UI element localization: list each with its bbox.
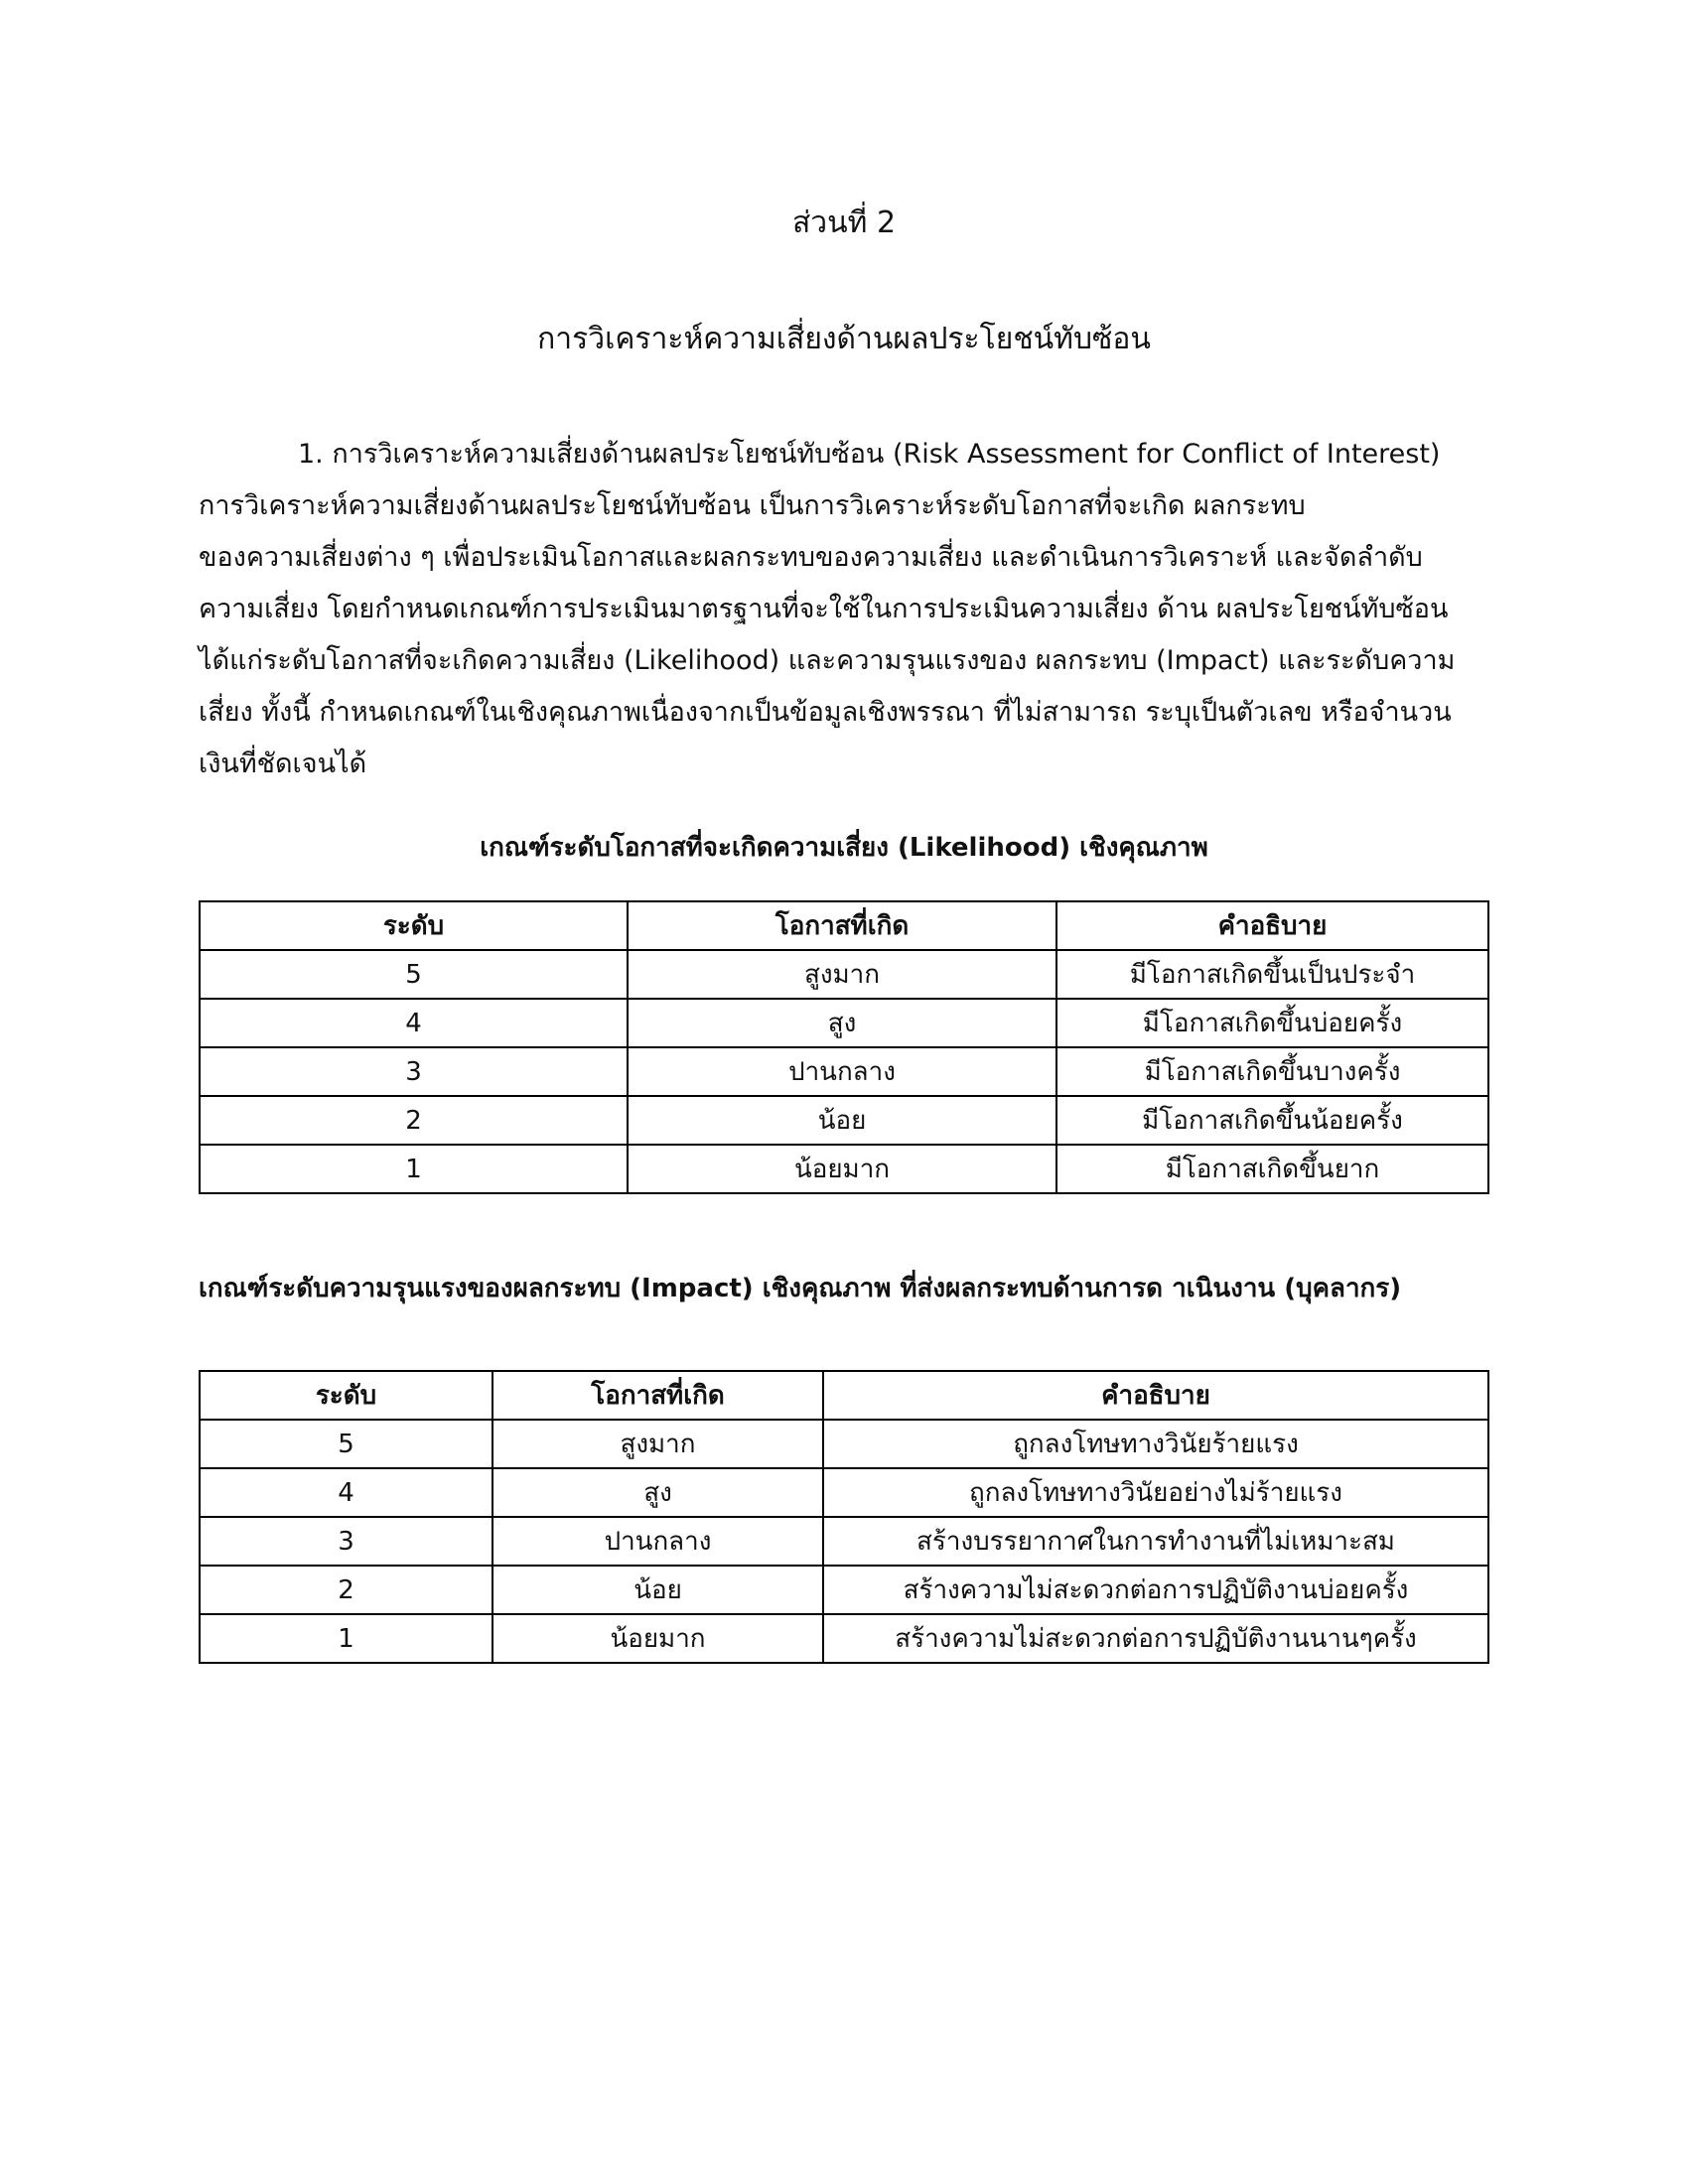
cell-description: มีโอกาสเกิดขึ้นบางครั้ง	[1056, 1047, 1488, 1096]
cell-description: สร้างบรรยากาศในการทำงานที่ไม่เหมาะสม	[823, 1517, 1488, 1566]
paragraph-line: การวิเคราะห์ความเสี่ยงด้านผลประโยชน์ทับซ้อน เป็นการวิเคราะห์ระดับโอกาสที่จะเกิด ผลกระทบ	[199, 490, 1306, 521]
paragraph-line: 1. การวิเคราะห์ความเสี่ยงด้านผลประโยชน์ทับซ้อน (Risk Assessment for Conflict of Interest)	[298, 439, 1441, 470]
cell-description: สร้างความไม่สะดวกต่อการปฏิบัติงานนานๆครั้ง	[823, 1614, 1488, 1663]
cell-level: 5	[200, 1420, 492, 1468]
paragraph-line: เงินที่ชัดเจนได้	[199, 749, 367, 779]
table-row	[200, 950, 1488, 999]
impact-table	[199, 1370, 1489, 1664]
cell-chance: สูงมาก	[492, 1420, 823, 1468]
likelihood-table-caption: เกณฑ์ระดับโอกาสที่จะเกิดความเสี่ยง (Likelihood) เชิงคุณภาพ	[480, 833, 1208, 863]
table-row	[200, 1047, 1488, 1096]
table-header-row	[200, 901, 1488, 950]
table-row	[200, 1566, 1488, 1614]
cell-description: สร้างความไม่สะดวกต่อการปฏิบัติงานบ่อยครั้ง	[823, 1566, 1488, 1614]
table-row	[200, 1468, 1488, 1517]
paragraph-line: ความเสี่ยง โดยกำหนดเกณฑ์การประเมินมาตรฐานที่จะใช้ในการประเมินความเสี่ยง ด้าน ผลประโยชน์ทับซ้อน	[199, 594, 1449, 624]
cell-chance: ปานกลาง	[492, 1517, 823, 1566]
column-header-description: คำอธิบาย	[1056, 901, 1488, 950]
table-row	[200, 1517, 1488, 1566]
section-title: การวิเคราะห์ความเสี่ยงด้านผลประโยชน์ทับซ้อน	[537, 322, 1151, 356]
column-header-level: ระดับ	[200, 1371, 492, 1420]
cell-chance: น้อย	[628, 1096, 1056, 1145]
column-header-description: คำอธิบาย	[823, 1371, 1488, 1420]
cell-level: 3	[200, 1517, 492, 1566]
cell-level: 5	[200, 950, 628, 999]
cell-chance: สูงมาก	[628, 950, 1056, 999]
column-header-chance: โอกาสที่เกิด	[628, 901, 1056, 950]
cell-chance: สูง	[628, 999, 1056, 1047]
likelihood-table	[199, 900, 1489, 1194]
cell-level: 1	[200, 1145, 628, 1193]
column-header-chance: โอกาสที่เกิด	[492, 1371, 823, 1420]
paragraph-line: ได้แก่ระดับโอกาสที่จะเกิดความเสี่ยง (Likelihood) และความรุนแรงของ ผลกระทบ (Impact) และระดับความ	[199, 645, 1456, 676]
impact-table-caption: เกณฑ์ระดับความรุนแรงของผลกระทบ (Impact) เชิงคุณภาพ ที่ส่งผลกระทบด้านการด าเนินงาน (บุคลากร)	[199, 1274, 1402, 1303]
cell-chance: น้อยมาก	[492, 1614, 823, 1663]
column-header-level: ระดับ	[200, 901, 628, 950]
table-row	[200, 1145, 1488, 1193]
paragraph-line: ของความเสี่ยงต่าง ๆ เพื่อประเมินโอกาสและผลกระทบของความเสี่ยง และดำเนินการวิเคราะห์ และจัดลำดับ	[199, 542, 1423, 573]
cell-chance: สูง	[492, 1468, 823, 1517]
cell-description: มีโอกาสเกิดขึ้นเป็นประจำ	[1056, 950, 1488, 999]
cell-description: มีโอกาสเกิดขึ้นบ่อยครั้ง	[1056, 999, 1488, 1047]
paragraph-line: เสี่ยง ทั้งนี้ กำหนดเกณฑ์ในเชิงคุณภาพเนื่องจากเป็นข้อมูลเชิงพรรณา ที่ไม่สามารถ ระบุเป็นตัวเลข หรือจำนวน	[199, 697, 1452, 728]
cell-chance: ปานกลาง	[628, 1047, 1056, 1096]
cell-description: ถูกลงโทษทางวินัยอย่างไม่ร้ายแรง	[823, 1468, 1488, 1517]
cell-level: 4	[200, 999, 628, 1047]
table-row	[200, 1096, 1488, 1145]
cell-level: 1	[200, 1614, 492, 1663]
cell-level: 4	[200, 1468, 492, 1517]
cell-level: 2	[200, 1096, 628, 1145]
cell-description: ถูกลงโทษทางวินัยร้ายแรง	[823, 1420, 1488, 1468]
table-header-row	[200, 1371, 1488, 1420]
body-paragraph	[199, 429, 1489, 790]
table-row	[200, 999, 1488, 1047]
section-number: ส่วนที่ 2	[791, 205, 897, 240]
cell-description: มีโอกาสเกิดขึ้นยาก	[1056, 1145, 1488, 1193]
table-row	[200, 1420, 1488, 1468]
cell-chance: น้อย	[492, 1566, 823, 1614]
cell-description: มีโอกาสเกิดขึ้นน้อยครั้ง	[1056, 1096, 1488, 1145]
table-row	[200, 1614, 1488, 1663]
cell-level: 2	[200, 1566, 492, 1614]
cell-chance: น้อยมาก	[628, 1145, 1056, 1193]
cell-level: 3	[200, 1047, 628, 1096]
